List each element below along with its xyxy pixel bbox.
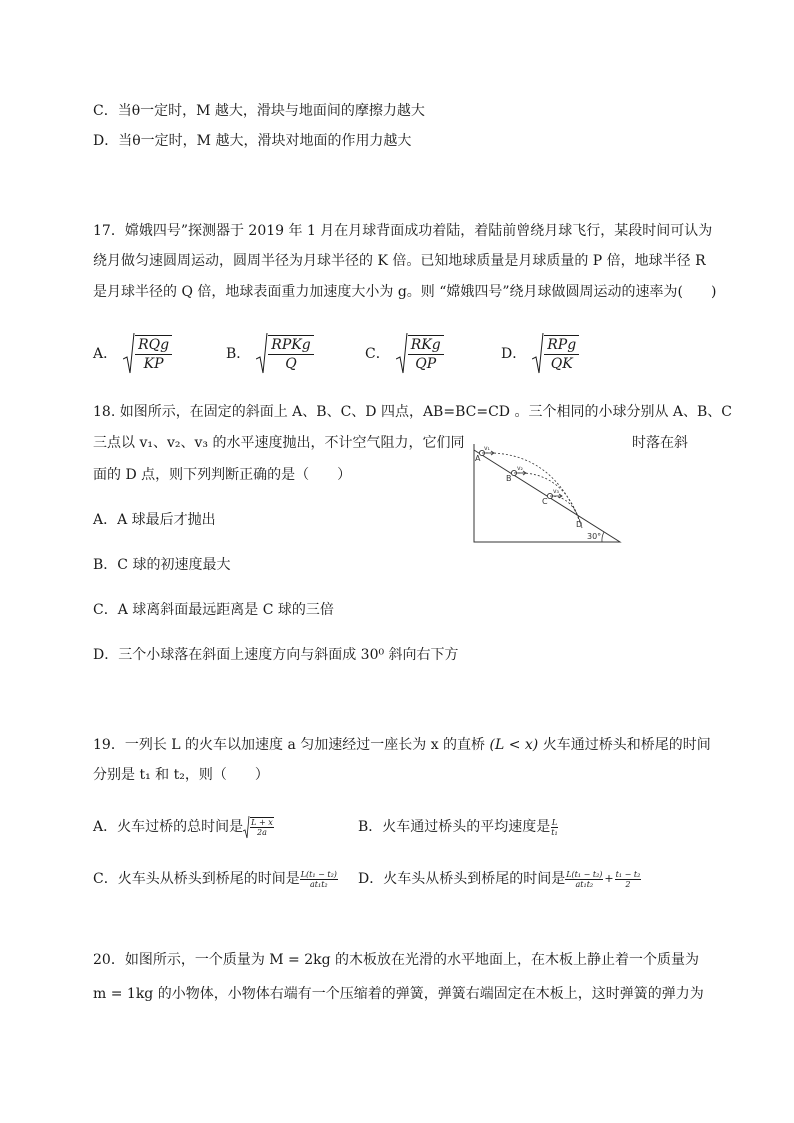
q19-option-a-numerator: L + x — [251, 818, 273, 827]
sqrt-symbol — [123, 331, 172, 375]
q17-option-d-denominator: QK — [550, 355, 573, 372]
v1-label: v₁ — [484, 445, 490, 452]
q19-option-a — [93, 815, 274, 839]
q19-option-d-denominator2: 2 — [625, 879, 631, 889]
q18-stem-line2a: 三点以 v₁、v₂、v₃ 的水平速度抛出，不计空气阻力，它们同 — [93, 435, 465, 451]
q19-option-b-text: B．火车通过桥头的平均速度是 — [358, 819, 551, 835]
q17-option-a — [93, 328, 172, 378]
q17-option-c-denominator: QP — [415, 355, 437, 372]
q19-option-d-numerator2: t₁ − t₂ — [615, 869, 641, 879]
q16-option-d: D．当θ一定时，M 越大，滑块对地面的作用力越大 — [93, 133, 412, 149]
q17-option-c — [365, 328, 444, 378]
q17-stem-line2: 绕月做匀速圆周运动，圆周半径为月球半径的 K 倍。已知地球质量是月球质量的 P 倍，地球半径 R — [93, 253, 706, 269]
q17-option-c-label: C． — [365, 346, 390, 362]
q18-option-c: C．A 球离斜面最远距离是 C 球的三倍 — [93, 602, 334, 618]
q19-option-a-denominator: 2a — [257, 828, 267, 837]
q17-options — [93, 328, 653, 378]
q19-stem-line1-part1: 19．一列长 L 的火车以加速度 a 匀加速经过一座长为 x 的直桥 — [93, 737, 486, 753]
sqrt-symbol — [532, 331, 579, 375]
q18-stem-line3: 面的 D 点，则下列判断正确的是（ ） — [93, 467, 352, 483]
q19-option-b — [358, 815, 559, 839]
q18-option-b: B．C 球的初速度最大 — [93, 557, 231, 573]
q18-option-d: D．三个小球落在斜面上速度方向与斜面成 30⁰ 斜向右下方 — [93, 647, 459, 663]
q17-stem-line1: 17．嫦娥四号”探测器于 2019 年 1 月在月球背面成功着陆，着陆前曾绕月球飞行，某段时间可认为 — [93, 223, 713, 239]
sqrt-symbol — [396, 331, 444, 375]
q19-option-c-text: C．火车头从桥头到桥尾的时间是 — [93, 871, 300, 887]
v3-label: v₃ — [553, 488, 559, 495]
q17-option-b-denominator: Q — [285, 355, 297, 372]
angle-label: 30° — [587, 532, 602, 541]
q16-option-c: C．当θ一定时，M 越大，滑块与地面间的摩擦力越大 — [93, 103, 425, 119]
point-b-label: B — [506, 474, 512, 483]
q18-incline-figure — [470, 440, 625, 546]
q19-option-d-denominator1: at₁t₂ — [575, 879, 594, 889]
q19-stem-line2: 分别是 t₁ 和 t₂，则（ ） — [93, 767, 269, 783]
point-a-label: A — [475, 454, 481, 463]
q17-option-b-numerator: RPKg — [268, 336, 313, 355]
q17-option-d — [501, 328, 579, 378]
incline-diagram — [470, 440, 625, 546]
q19-condition: (L < x) — [489, 737, 539, 753]
q19-option-a-text: A．火车过桥的总时间是 — [93, 819, 244, 835]
q17-option-a-numerator: RQg — [135, 336, 172, 355]
q19-option-d-text: D．火车头从桥头到桥尾的时间是 — [358, 871, 566, 887]
point-d-label: D — [576, 520, 583, 529]
q19-option-d-numerator1: L(t₁ − t₂) — [566, 869, 603, 879]
q19-option-b-denominator: t₁ — [551, 827, 558, 837]
q17-option-a-label: A． — [93, 346, 118, 362]
q19-option-c-numerator: L(t₁ − t₂) — [300, 869, 337, 879]
q19-option-c-denominator: at₁t₂ — [310, 879, 328, 889]
q19-option-b-numerator: L — [551, 817, 558, 827]
q18-stem-line1: 18. 如图所示，在固定的斜面上 A、B、C、D 四点，AB=BC=CD 。三个相同的小球分别从 A、B、C — [93, 404, 733, 420]
q20-stem-line1: 20．如图所示，一个质量为 M = 2kg 的木板放在光滑的水平地面上，在木板上静止着一个质量为 — [93, 952, 700, 968]
q17-option-b — [226, 328, 314, 378]
q17-option-d-label: D． — [501, 346, 527, 362]
sqrt-symbol — [243, 815, 274, 839]
q19-stem-line1-part2: 火车通过桥头和桥尾的时间 — [542, 737, 711, 753]
q17-option-b-label: B． — [226, 346, 251, 362]
q18-stem-line2b: 时落在斜 — [632, 435, 688, 451]
q17-stem-line3: 是月球半径的 Q 倍，地球表面重力加速度大小为 g。则 “嫦娥四号”绕月球做圆周运动的速率为( ) — [93, 284, 717, 300]
q20-stem-line2: m = 1kg 的小物体，小物体右端有一个压缩着的弹簧，弹簧右端固定在木板上，这时弹簧的弹力为 — [93, 986, 704, 1002]
q19-option-d-plus: + — [604, 872, 614, 885]
q19-option-d — [358, 866, 641, 892]
q19-stem-line1 — [93, 735, 711, 755]
q17-option-d-numerator: RPg — [544, 336, 579, 355]
point-c-label: C — [542, 497, 548, 506]
sqrt-symbol — [256, 331, 313, 375]
q19-option-c — [93, 866, 338, 892]
v2-label: v₂ — [517, 465, 523, 472]
q17-option-a-denominator: KP — [143, 355, 164, 372]
q18-option-a: A．A 球最后才抛出 — [93, 512, 216, 528]
q17-option-c-numerator: RKg — [408, 336, 444, 355]
